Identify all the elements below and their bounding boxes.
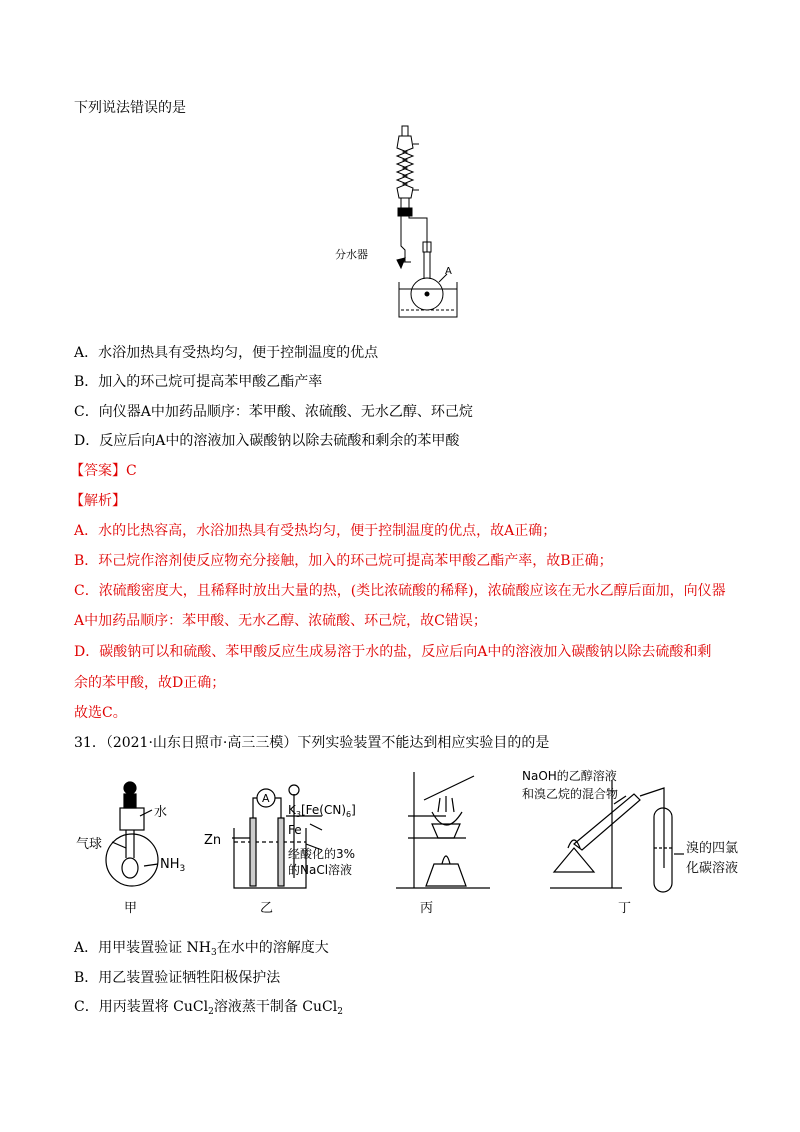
apparatus-bing: [396, 772, 490, 888]
option-c: C．向仪器A中加药品顺序：苯甲酸、浓硫酸、无水乙醇、环己烷: [74, 404, 473, 420]
label-fe: Fe: [288, 823, 302, 837]
nh3-text: NH: [160, 857, 180, 872]
question-source: （2021·山东日照市·高三三模）: [105, 735, 298, 751]
question-31-stem: [74, 733, 549, 753]
caption-bing: 丙: [420, 901, 434, 916]
label-balloon: 气球: [76, 837, 103, 852]
analysis-line: C．浓硫酸密度大，且稀释时放出大量的热，(类比浓硫酸的稀释)，浓硫酸应该在无水乙醇后面加，向仪器: [74, 583, 726, 599]
answer-tag: 【答案】: [70, 463, 126, 479]
question-text: 下列实验装置不能达到相应实验目的的是: [297, 735, 550, 751]
label-ccl4-2: 化碳溶液: [686, 861, 739, 876]
analysis-conclusion: 故选C。: [74, 705, 127, 721]
question-number: 31．: [74, 735, 106, 751]
analysis-tag: 【解析】: [70, 493, 126, 509]
answer-value: C: [126, 463, 137, 479]
nh3-subscript: 3: [179, 864, 186, 874]
option-d: D．反应后向A中的溶液加入碳酸钠以除去硫酸和剩余的苯甲酸: [74, 433, 460, 449]
option-a: A．水浴加热具有受热均匀，便于控制温度的优点: [74, 345, 379, 361]
analysis-line: A中加药品顺序：苯甲酸、无水乙醇、浓硫酸、环己烷，故C错误；: [74, 613, 487, 629]
analysis-line: 余的苯甲酸，故D正确；: [74, 675, 226, 691]
label-nh3: [160, 857, 185, 874]
label-water: 水: [154, 805, 168, 820]
label-mix-1: NaOH的乙醇溶液: [522, 769, 617, 783]
q31-option-b: B．用乙装置验证牺牲阳极保护法: [74, 970, 281, 986]
caption-yi: 乙: [260, 901, 274, 916]
condenser-body: [397, 136, 413, 198]
q31-option-c: C．用丙装置将 CuCl$_2$溶液蒸干制备 CuCl$_2$: [74, 999, 343, 1017]
label-separator: 分水器: [335, 248, 368, 261]
label-ammeter: A: [262, 792, 270, 805]
option-b: B．加入的环己烷可提高苯甲酸乙酯产率: [74, 374, 323, 390]
label-ccl4-1: 溴的四氯: [686, 841, 739, 856]
apparatus-figure-31: [74, 768, 754, 918]
label-mix-2: 和溴乙烷的混合物: [522, 787, 619, 801]
label-zn: Zn: [204, 833, 222, 848]
caption-jia: 甲: [124, 901, 138, 916]
label-flask-a: A: [445, 266, 452, 277]
label-acid-2: 的NaCl溶液: [288, 863, 353, 877]
analysis-line: A．水的比热容高，水浴加热具有受热均匀，便于控制温度的优点，故A正确；: [74, 523, 557, 539]
water-bath: [399, 282, 457, 317]
analysis-line: D．碳酸钠可以和硫酸、苯甲酸反应生成易溶于水的盐，反应后向A中的溶液加入碳酸钠以除去硫酸和剩: [74, 644, 712, 660]
reflux-apparatus-figure: [335, 122, 465, 322]
question-stem: 下列说法错误的是: [74, 100, 186, 116]
condenser-top: [402, 126, 408, 136]
label-reagent: $K_3[Fe(CN)_6]$: [288, 803, 356, 819]
analysis-line: B．环己烷作溶剂使反应物充分接触，加入的环己烷可提高苯甲酸乙酯产率，故B正确；: [74, 553, 613, 569]
answer-line: [70, 461, 137, 481]
apparatus-jia: [106, 782, 158, 886]
q31-option-a: A．用甲装置验证 $NH_3$在水中的溶解度大: [74, 940, 329, 958]
caption-ding: 丁: [618, 901, 632, 916]
label-acid-1: 经酸化的3%: [288, 847, 356, 861]
